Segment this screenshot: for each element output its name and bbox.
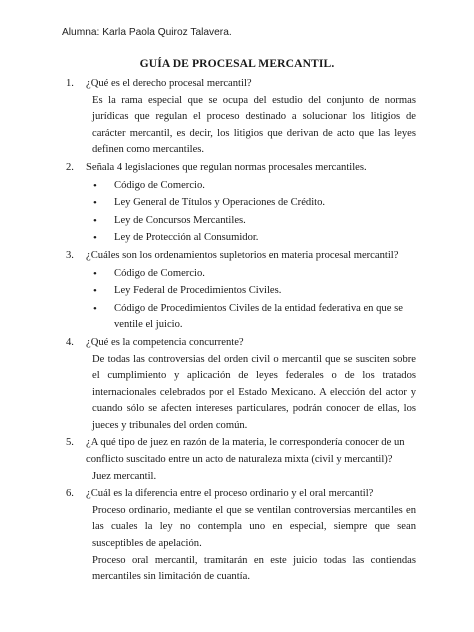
question-5 (66, 435, 416, 468)
list-item: • Ley de Protección al Consumidor. (66, 230, 416, 247)
list-item: • Ley de Concursos Mercantiles. (66, 213, 416, 230)
question-text: ¿Qué es el derecho procesal mercantil? (86, 78, 252, 89)
question-3 (66, 248, 416, 265)
question-number: 3. (66, 249, 74, 261)
answer-5: Juez mercantil. (92, 470, 157, 482)
bullet-list-3 (66, 266, 416, 334)
question-text: ¿Cuál es la diferencia entre el proceso ordinario y el oral mercantil? (86, 488, 374, 500)
answer-6-ordinary: Proceso ordinario, mediante el que se ventilan controversias mercantiles en las cuales la ley no contempla uno en especial, siempre que sean susceptibles de apelación. (92, 504, 416, 550)
question-number: 4. (66, 336, 74, 348)
list-item: • Ley Federal de Procedimientos Civiles. (66, 283, 416, 300)
question-text: ¿A qué tipo de juez en razón de la materia, le correspondería conocer de un conflicto suscitado entre un acto de naturaleza mixta (civil y mercantil)? (86, 437, 405, 466)
question-list (66, 76, 416, 586)
student-name: Alumna: Karla Paola Quiroz Talavera. (62, 27, 232, 38)
list-item: • Ley General de Títulos y Operaciones de Crédito. (66, 195, 416, 212)
question-number: 2. (66, 161, 74, 173)
question-number: 1. (66, 78, 74, 89)
answer-1: Es la rama especial que se ocupa del estudio del conjunto de normas jurídicas que regulan el proceso destinado a solucionar los litigios de carácter mercantil, es decir, los litigios que derivan de acto que las leyes definen como mercantiles. (92, 94, 416, 156)
question-text: Señala 4 legislaciones que regulan normas procesales mercantiles. (86, 161, 367, 173)
question-4 (66, 335, 416, 352)
question-number: 5. (66, 437, 74, 449)
question-1 (66, 76, 416, 93)
bullet-list-2 (66, 178, 416, 247)
question-2 (66, 160, 416, 177)
list-item: • Código de Comercio. (66, 178, 416, 195)
document-title: GUÍA DE PROCESAL MERCANTIL. (139, 57, 335, 70)
question-text: ¿Qué es la competencia concurrente? (86, 336, 244, 348)
question-text: ¿Cuáles son los ordenamientos supletorios en materia procesal mercantil? (86, 249, 399, 261)
question-number: 6. (66, 488, 74, 500)
answer-4: De todas las controversias del orden civil o mercantil que se susciten sobre el cumplimiento y aplicación de leyes federales o de los tratados internacionales celebrados por el Estado Mexicano. A elección del actor y cuando sólo se afecten intereses particulares, podrán conocer de ellas, los jueces y tribunales del orden común. (92, 353, 416, 431)
question-6 (66, 486, 416, 503)
list-item: • Código de Comercio. (66, 266, 416, 283)
list-item: • Código de Procedimientos Civiles de la entidad federativa en que se ventile el juicio. (66, 301, 416, 334)
answer-6-oral: Proceso oral mercantil, tramitarán en este juicio todas las contiendas mercantiles sin limitación de cuantía. (92, 554, 416, 583)
